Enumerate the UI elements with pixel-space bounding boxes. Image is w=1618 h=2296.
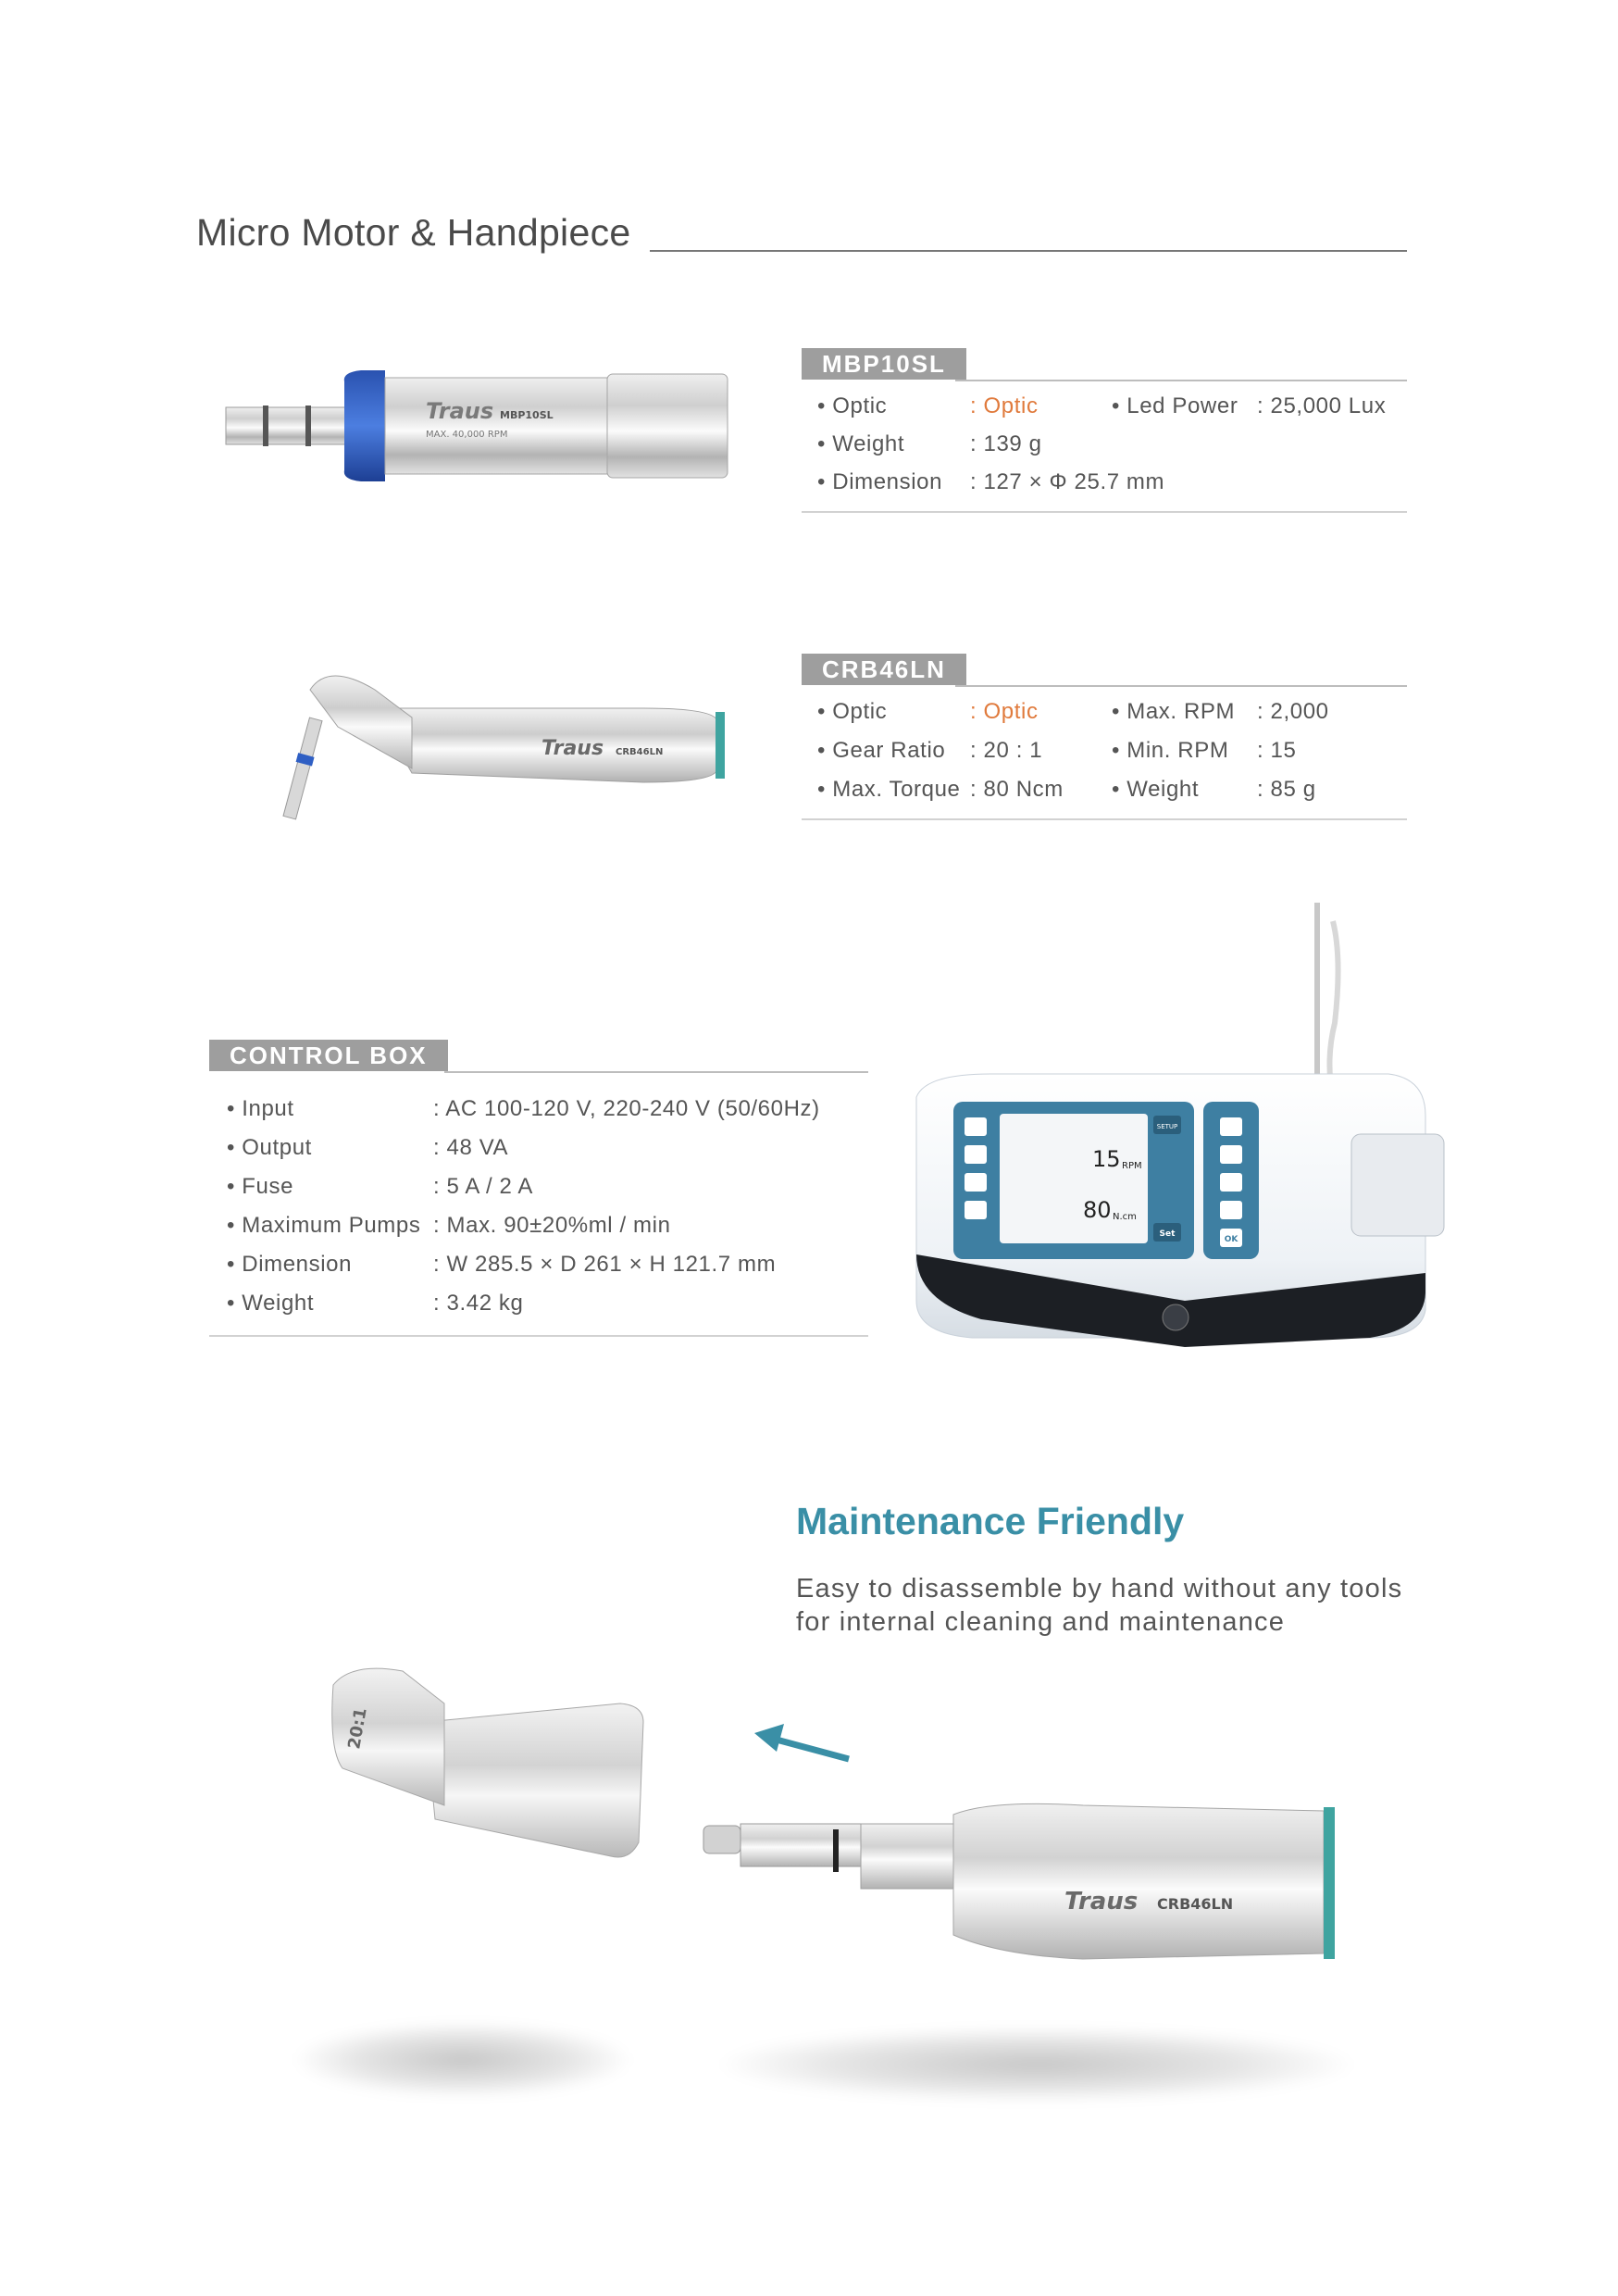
mbp10sl-header-rule — [955, 380, 1407, 381]
svg-text:MBP10SL: MBP10SL — [500, 409, 554, 421]
mbp10sl-dimension-value: : 127 × Φ 25.7 mm — [970, 469, 1165, 494]
handpiece-body-image — [694, 1796, 1361, 1972]
svg-text:CRB46LN: CRB46LN — [616, 747, 664, 757]
svg-text:Traus: Traus — [541, 737, 604, 760]
crb46ln-optic-label: • Optic — [817, 699, 888, 724]
crb46ln-bottom-rule — [802, 818, 1407, 820]
svg-text:OK: OK — [1224, 1235, 1238, 1244]
crb46ln-max-torque-label: • Max. Torque — [817, 777, 961, 802]
control-box-fuse-value: : 5 A / 2 A — [433, 1174, 534, 1199]
section-title-rule — [650, 250, 1407, 252]
crb46ln-tag: CRB46LN — [802, 654, 966, 685]
crb46ln-max-rpm-value: : 2,000 — [1257, 699, 1329, 724]
svg-text:RPM: RPM — [1122, 1161, 1142, 1171]
mbp10sl-optic-value: : Optic — [970, 393, 1039, 418]
crb46ln-weight-label: • Weight — [1112, 777, 1200, 802]
mbp10sl-led-power-label: • Led Power — [1112, 393, 1238, 418]
maintenance-description-line-2: for internal cleaning and maintenance — [796, 1607, 1286, 1637]
control-box-image — [907, 903, 1481, 1356]
control-box-input-value: : AC 100-120 V, 220-240 V (50/60Hz) — [433, 1096, 820, 1121]
mbp10sl-tag: MBP10SL — [802, 348, 966, 380]
section-title: Micro Motor & Handpiece — [196, 211, 631, 254]
mbp10sl-led-power-value: : 25,000 Lux — [1257, 393, 1387, 418]
control-box-pumps-value: : Max. 90±20%ml / min — [433, 1213, 671, 1238]
svg-text:20:1: 20:1 — [344, 1706, 371, 1751]
svg-text:SETUP: SETUP — [1156, 1123, 1178, 1130]
control-box-input-label: • Input — [227, 1096, 294, 1121]
control-box-header-rule — [444, 1071, 868, 1073]
detached-head-drawing — [315, 1648, 657, 1870]
maintenance-description-line-1: Easy to disassemble by hand without any tools — [796, 1574, 1403, 1603]
svg-text:Set: Set — [1159, 1229, 1176, 1239]
crb46ln-gear-ratio-label: • Gear Ratio — [817, 738, 946, 763]
mbp10sl-motor-image — [222, 361, 741, 491]
mbp10sl-optic-label: • Optic — [817, 393, 888, 418]
arrow-left-icon — [745, 1718, 856, 1774]
control-box-weight-label: • Weight — [227, 1291, 315, 1316]
control-box-pumps-label: • Maximum Pumps — [227, 1213, 421, 1238]
maintenance-title: Maintenance Friendly — [796, 1500, 1185, 1542]
svg-text:Traus: Traus — [426, 398, 494, 424]
crb46ln-min-rpm-label: • Min. RPM — [1112, 738, 1229, 763]
mbp10sl-motor-drawing — [222, 361, 741, 491]
svg-text:CRB46LN: CRB46LN — [1157, 1895, 1234, 1913]
mbp10sl-bottom-rule — [802, 511, 1407, 513]
control-box-dimension-value: : W 285.5 × D 261 × H 121.7 mm — [433, 1252, 777, 1277]
control-box-output-value: : 48 VA — [433, 1135, 509, 1160]
head-shadow — [296, 2023, 629, 2097]
crb46ln-min-rpm-value: : 15 — [1257, 738, 1297, 763]
control-box-dimension-label: • Dimension — [227, 1252, 353, 1277]
control-box-drawing — [907, 903, 1481, 1356]
crb46ln-optic-value: : Optic — [970, 699, 1039, 724]
crb46ln-handpiece-image — [273, 653, 736, 838]
crb46ln-header-rule — [955, 685, 1407, 687]
crb46ln-weight-value: : 85 g — [1257, 777, 1316, 802]
control-box-weight-value: : 3.42 kg — [433, 1291, 524, 1316]
control-box-bottom-rule — [209, 1335, 868, 1337]
svg-text:MAX. 40,000 RPM: MAX. 40,000 RPM — [426, 430, 508, 440]
svg-text:80: 80 — [1083, 1197, 1112, 1223]
mbp10sl-weight-value: : 139 g — [970, 431, 1042, 456]
control-box-fuse-label: • Fuse — [227, 1174, 294, 1199]
body-shadow — [722, 2028, 1351, 2102]
mbp10sl-dimension-label: • Dimension — [817, 469, 943, 494]
crb46ln-gear-ratio-value: : 20 : 1 — [970, 738, 1043, 763]
svg-text:N.cm: N.cm — [1113, 1212, 1137, 1222]
control-box-output-label: • Output — [227, 1135, 312, 1160]
detached-head-image — [315, 1648, 657, 1870]
disassemble-arrow-icon — [745, 1718, 856, 1774]
mbp10sl-weight-label: • Weight — [817, 431, 905, 456]
svg-text:Traus: Traus — [1064, 1888, 1139, 1915]
crb46ln-max-rpm-label: • Max. RPM — [1112, 699, 1236, 724]
handpiece-body-drawing — [694, 1796, 1361, 1972]
svg-text:15: 15 — [1092, 1146, 1121, 1172]
crb46ln-handpiece-drawing — [273, 653, 736, 838]
control-box-tag: CONTROL BOX — [209, 1040, 448, 1071]
crb46ln-max-torque-value: : 80 Ncm — [970, 777, 1064, 802]
